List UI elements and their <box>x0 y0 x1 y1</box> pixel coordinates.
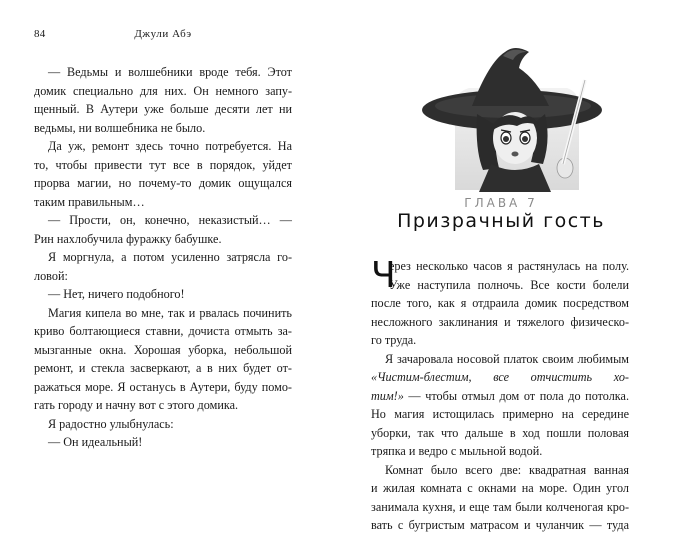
page-number: 84 <box>34 28 46 40</box>
chapter-label: ГЛАВА 7 <box>464 196 538 210</box>
text-line: таким правильным… <box>34 194 145 209</box>
text-line: Рин нахлобучила фуражку бабушке. <box>34 231 222 246</box>
text-line: тим!» — чтобы отмыл дом от пола до потолка. <box>371 388 629 403</box>
left-page <box>34 28 292 528</box>
right-lines <box>371 294 629 535</box>
text-line: Уже наступила полночь. Все кости болели <box>389 277 629 292</box>
text-line: криво болтающиеся ставни, дочиста отмыть за- <box>34 324 292 338</box>
text-line: прорва магии, но почему-то домик ощущался <box>34 176 292 190</box>
text-line: гать городу и начну вот с этого домика. <box>34 398 239 412</box>
text-line: Я моргнула, а потом усиленно затрясла го- <box>48 250 292 264</box>
text-line: вать с бугристым матрасом и чуланчик — туда <box>371 518 629 532</box>
drop-cap: Ч <box>371 255 396 296</box>
text-line: Комнат было всего две: квадратная ванная <box>385 462 629 477</box>
text-line: Но магия истощилась примерно на середине <box>371 407 629 421</box>
text-line: то, чтобы привести тут все в порядок, уйдет <box>34 157 292 172</box>
running-head-author: Джули Абэ <box>134 28 192 40</box>
text-line: ерез несколько часов я растянулась на полу. <box>389 259 629 273</box>
text-line: ремонт, и стекла засверкают, а в них будет от- <box>34 361 292 375</box>
running-head <box>34 28 292 44</box>
right-body-text <box>371 257 629 535</box>
text-line: после того, как я отдраила домик посредством <box>371 296 629 310</box>
text-line: Я зачаровала носовой платок своим любимым <box>385 351 629 366</box>
opening-paragraph <box>371 257 629 294</box>
chapter-title: Призрачный гость <box>397 210 605 232</box>
text-line: тряпка и ведро с мыльной водой. <box>371 444 543 458</box>
text-line: ловой: <box>34 268 68 283</box>
left-body-text <box>34 63 292 452</box>
text-line: Да уж, ремонт здесь точно потребуется. На <box>48 139 292 153</box>
text-line: Я радостно улыбнулась: <box>48 416 174 431</box>
text-line: «Чистим-блестим, все отчистить хо- <box>371 370 629 384</box>
text-line: занимала кухня, и еще там были колченогая кро- <box>371 499 629 514</box>
text-line: Магия кипела во мне, так и рвалась починить <box>48 305 292 320</box>
text-line: и жилая комната с окнами на море. Один угол <box>371 481 629 495</box>
text-line: — Он идеальный! <box>48 435 143 449</box>
text-line: ражаться море. Я останусь в Аутери, буду помо- <box>34 379 292 394</box>
text-line: мызганные окна. Хорошая уборка, небольшой <box>34 342 292 357</box>
witch-illustration-icon <box>417 40 607 192</box>
text-line: го труда. <box>371 333 417 347</box>
text-line: — Ведьмы и волшебники вроде тебя. Этот <box>48 65 292 79</box>
text-line: домик специально для них. Он немного запу- <box>34 83 292 98</box>
text-line: несложного заклинания и тяжелого физическо- <box>371 314 629 329</box>
text-line: ведьмы, ни волшебника не было. <box>34 120 206 135</box>
text-line: — Нет, ничего подобного! <box>48 287 185 301</box>
right-page <box>371 28 631 532</box>
text-line: — Прости, он, конечно, неказистый… — <box>48 213 292 227</box>
text-line: щенный. В Аутери уже больше десяти лет ни <box>34 102 292 116</box>
text-line: уборки, так что дальше в ход пошли половая <box>371 425 629 440</box>
